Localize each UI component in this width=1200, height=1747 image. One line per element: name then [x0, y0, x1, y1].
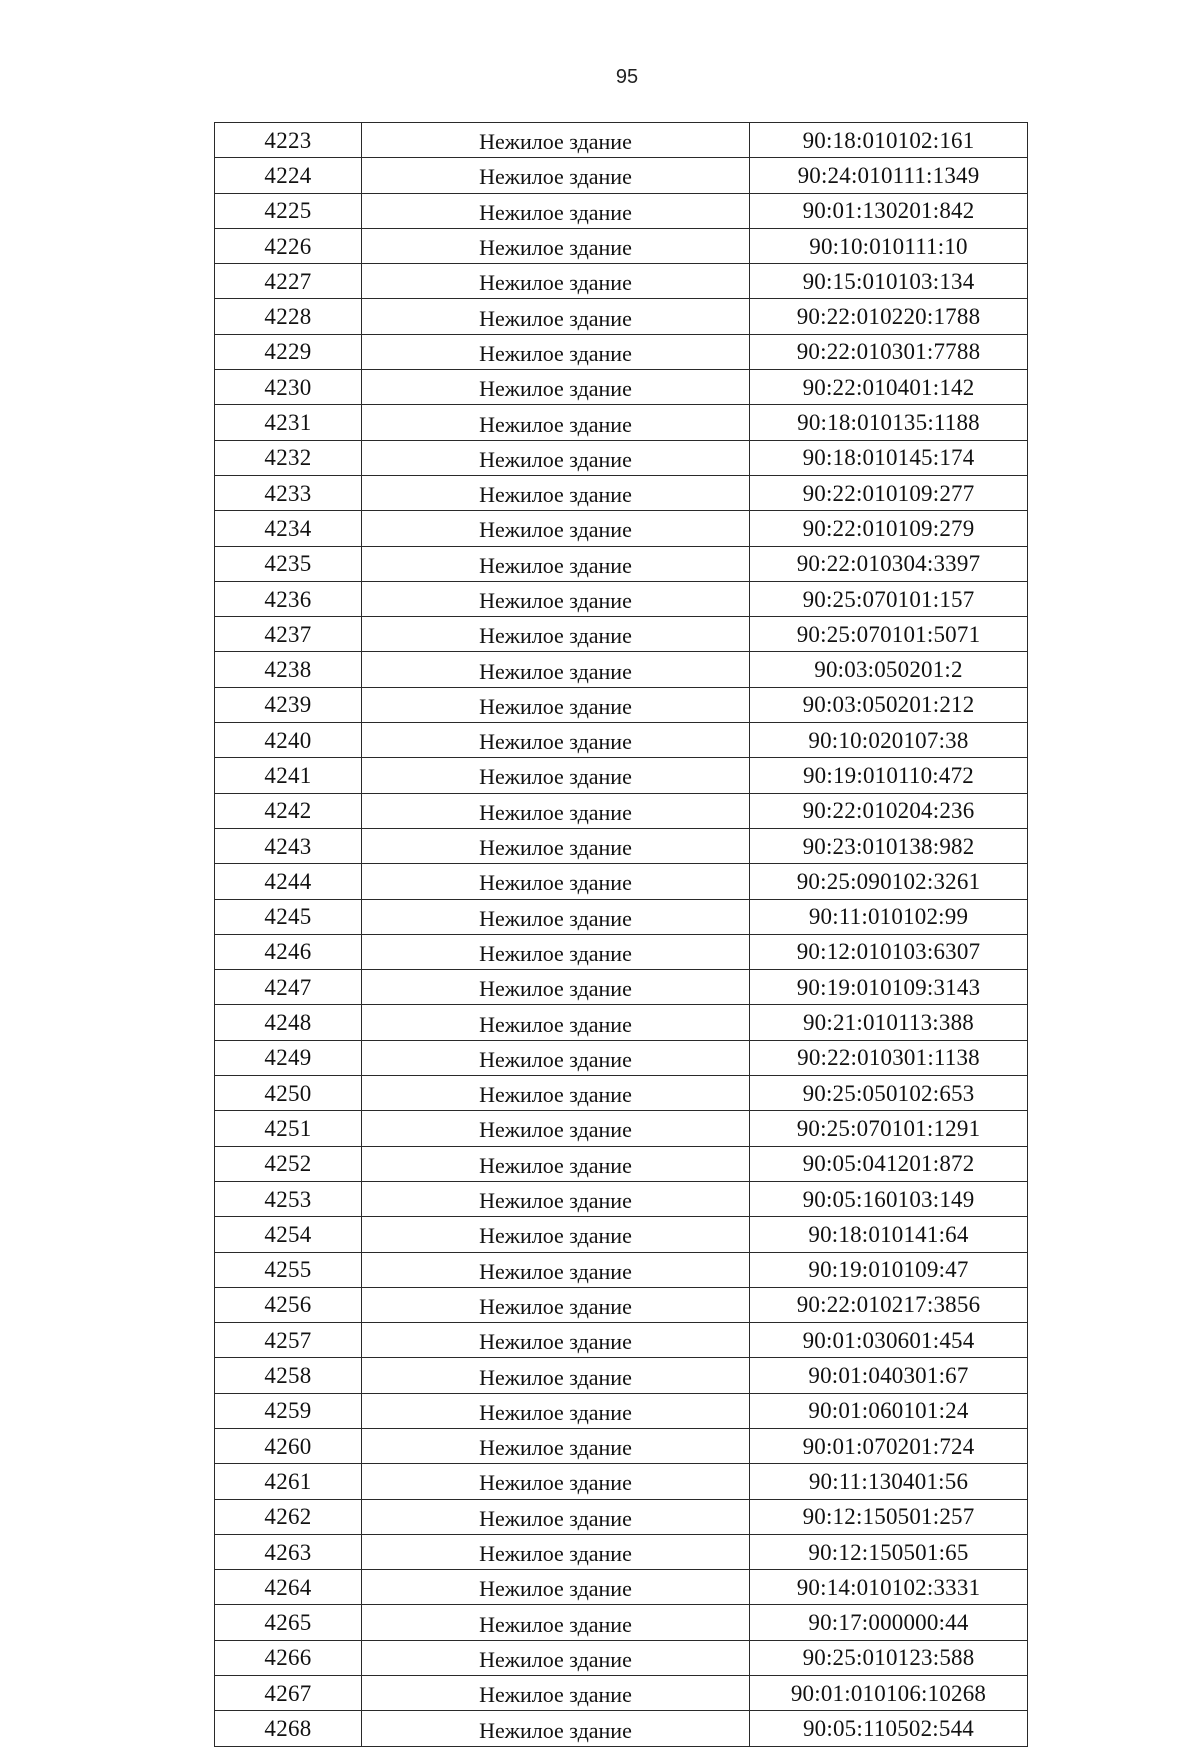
table-row	[215, 581, 1028, 616]
cadastral-number-cell: 90:11:010102:99	[750, 899, 1028, 934]
row-number-cell: 4258	[215, 1358, 362, 1393]
cadastral-number-cell: 90:03:050201:212	[750, 687, 1028, 722]
cadastral-number-cell: 90:10:010111:10	[750, 228, 1028, 263]
table-row	[215, 370, 1028, 405]
table-row	[215, 1181, 1028, 1216]
row-number-cell: 4235	[215, 546, 362, 581]
cadastral-number-cell: 90:25:070101:157	[750, 581, 1028, 616]
cadastral-number-cell: 90:18:010141:64	[750, 1217, 1028, 1252]
row-number-cell: 4229	[215, 334, 362, 369]
table-row	[215, 934, 1028, 969]
row-number-cell: 4234	[215, 511, 362, 546]
cadastral-number-cell: 90:01:070201:724	[750, 1428, 1028, 1463]
object-type-cell: Нежилое здание	[362, 1252, 750, 1287]
object-type-cell: Нежилое здание	[362, 1393, 750, 1428]
cadastral-number-cell: 90:18:010102:161	[750, 123, 1028, 158]
row-number-cell: 4259	[215, 1393, 362, 1428]
object-type-cell: Нежилое здание	[362, 1323, 750, 1358]
object-type-cell: Нежилое здание	[362, 1499, 750, 1534]
object-type-cell: Нежилое здание	[362, 1040, 750, 1075]
table-row	[215, 405, 1028, 440]
table-body	[215, 123, 1028, 1747]
row-number-cell: 4247	[215, 970, 362, 1005]
object-type-cell: Нежилое здание	[362, 475, 750, 510]
object-type-cell: Нежилое здание	[362, 1605, 750, 1640]
object-type-cell: Нежилое здание	[362, 617, 750, 652]
object-type-cell: Нежилое здание	[362, 899, 750, 934]
table-row	[215, 511, 1028, 546]
cadastral-number-cell: 90:25:010123:588	[750, 1640, 1028, 1675]
row-number-cell: 4254	[215, 1217, 362, 1252]
table-row	[215, 864, 1028, 899]
table-row	[215, 193, 1028, 228]
row-number-cell: 4242	[215, 793, 362, 828]
cadastral-number-cell: 90:05:160103:149	[750, 1181, 1028, 1216]
cadastral-number-cell: 90:24:010111:1349	[750, 158, 1028, 193]
table-row	[215, 687, 1028, 722]
row-number-cell: 4246	[215, 934, 362, 969]
cadastral-number-cell: 90:22:010109:277	[750, 475, 1028, 510]
cadastral-number-cell: 90:19:010109:47	[750, 1252, 1028, 1287]
row-number-cell: 4233	[215, 475, 362, 510]
object-type-cell: Нежилое здание	[362, 193, 750, 228]
cadastral-number-cell: 90:22:010401:142	[750, 370, 1028, 405]
row-number-cell: 4239	[215, 687, 362, 722]
row-number-cell: 4227	[215, 264, 362, 299]
table-row	[215, 758, 1028, 793]
table-row	[215, 723, 1028, 758]
cadastral-number-cell: 90:15:010103:134	[750, 264, 1028, 299]
object-type-cell: Нежилое здание	[362, 687, 750, 722]
cadastral-number-cell: 90:01:040301:67	[750, 1358, 1028, 1393]
cadastral-number-cell: 90:25:070101:5071	[750, 617, 1028, 652]
cadastral-number-cell: 90:23:010138:982	[750, 828, 1028, 863]
table-row	[215, 123, 1028, 158]
cadastral-number-cell: 90:05:041201:872	[750, 1146, 1028, 1181]
row-number-cell: 4250	[215, 1076, 362, 1111]
cadastral-number-cell: 90:22:010301:1138	[750, 1040, 1028, 1075]
cadastral-number-cell: 90:03:050201:2	[750, 652, 1028, 687]
object-type-cell: Нежилое здание	[362, 652, 750, 687]
cadastral-number-cell: 90:10:020107:38	[750, 723, 1028, 758]
cadastral-number-cell: 90:22:010220:1788	[750, 299, 1028, 334]
row-number-cell: 4243	[215, 828, 362, 863]
object-type-cell: Нежилое здание	[362, 264, 750, 299]
object-type-cell: Нежилое здание	[362, 864, 750, 899]
table-row	[215, 1076, 1028, 1111]
row-number-cell: 4265	[215, 1605, 362, 1640]
page-number: 95	[615, 66, 639, 88]
table-row	[215, 1464, 1028, 1499]
row-number-cell: 4240	[215, 723, 362, 758]
object-type-cell: Нежилое здание	[362, 581, 750, 616]
object-type-cell: Нежилое здание	[362, 758, 750, 793]
object-type-cell: Нежилое здание	[362, 1640, 750, 1675]
object-type-cell: Нежилое здание	[362, 546, 750, 581]
row-number-cell: 4232	[215, 440, 362, 475]
table-row	[215, 1111, 1028, 1146]
row-number-cell: 4224	[215, 158, 362, 193]
object-type-cell: Нежилое здание	[362, 440, 750, 475]
table-row	[215, 1499, 1028, 1534]
row-number-cell: 4266	[215, 1640, 362, 1675]
cadastral-number-cell: 90:22:010217:3856	[750, 1287, 1028, 1322]
table-row	[215, 1711, 1028, 1746]
cadastral-number-cell: 90:11:130401:56	[750, 1464, 1028, 1499]
row-number-cell: 4263	[215, 1534, 362, 1569]
object-type-cell: Нежилое здание	[362, 228, 750, 263]
row-number-cell: 4236	[215, 581, 362, 616]
table-row	[215, 828, 1028, 863]
row-number-cell: 4260	[215, 1428, 362, 1463]
cadastral-number-cell: 90:12:150501:257	[750, 1499, 1028, 1534]
object-type-cell: Нежилое здание	[362, 123, 750, 158]
table-row	[215, 475, 1028, 510]
table-row	[215, 793, 1028, 828]
cadastral-number-cell: 90:21:010113:388	[750, 1005, 1028, 1040]
table-row	[215, 652, 1028, 687]
table-row	[215, 1605, 1028, 1640]
object-type-cell: Нежилое здание	[362, 1181, 750, 1216]
row-number-cell: 4241	[215, 758, 362, 793]
table-row	[215, 1217, 1028, 1252]
row-number-cell: 4248	[215, 1005, 362, 1040]
table-row	[215, 228, 1028, 263]
cadastral-number-cell: 90:14:010102:3331	[750, 1570, 1028, 1605]
cadastral-number-cell: 90:12:150501:65	[750, 1534, 1028, 1569]
cadastral-number-cell: 90:25:070101:1291	[750, 1111, 1028, 1146]
table-row	[215, 334, 1028, 369]
row-number-cell: 4264	[215, 1570, 362, 1605]
table-row	[215, 299, 1028, 334]
object-type-cell: Нежилое здание	[362, 723, 750, 758]
object-type-cell: Нежилое здание	[362, 1146, 750, 1181]
table-row	[215, 1428, 1028, 1463]
object-type-cell: Нежилое здание	[362, 158, 750, 193]
cadastral-number-cell: 90:19:010109:3143	[750, 970, 1028, 1005]
object-type-cell: Нежилое здание	[362, 1076, 750, 1111]
row-number-cell: 4238	[215, 652, 362, 687]
object-type-cell: Нежилое здание	[362, 370, 750, 405]
cadastral-number-cell: 90:22:010301:7788	[750, 334, 1028, 369]
cadastral-number-cell: 90:22:010304:3397	[750, 546, 1028, 581]
object-type-cell: Нежилое здание	[362, 1464, 750, 1499]
table-row	[215, 899, 1028, 934]
object-type-cell: Нежилое здание	[362, 1005, 750, 1040]
cadastral-number-cell: 90:18:010145:174	[750, 440, 1028, 475]
object-type-cell: Нежилое здание	[362, 1534, 750, 1569]
row-number-cell: 4245	[215, 899, 362, 934]
cadastral-number-cell: 90:18:010135:1188	[750, 405, 1028, 440]
table-row	[215, 1287, 1028, 1322]
table-row	[215, 264, 1028, 299]
object-type-cell: Нежилое здание	[362, 1428, 750, 1463]
cadastral-number-cell: 90:22:010204:236	[750, 793, 1028, 828]
row-number-cell: 4255	[215, 1252, 362, 1287]
row-number-cell: 4249	[215, 1040, 362, 1075]
table-row	[215, 1040, 1028, 1075]
table-row	[215, 1323, 1028, 1358]
row-number-cell: 4268	[215, 1711, 362, 1746]
object-type-cell: Нежилое здание	[362, 1111, 750, 1146]
cadastral-number-cell: 90:12:010103:6307	[750, 934, 1028, 969]
table-row	[215, 1640, 1028, 1675]
cadastral-number-cell: 90:19:010110:472	[750, 758, 1028, 793]
table-row	[215, 546, 1028, 581]
table-row	[215, 1252, 1028, 1287]
table-row	[215, 1570, 1028, 1605]
object-type-cell: Нежилое здание	[362, 1676, 750, 1711]
cadastral-number-cell: 90:05:110502:544	[750, 1711, 1028, 1746]
table-row	[215, 1534, 1028, 1569]
table-row	[215, 970, 1028, 1005]
table-row	[215, 1005, 1028, 1040]
cadastral-number-cell: 90:25:090102:3261	[750, 864, 1028, 899]
row-number-cell: 4223	[215, 123, 362, 158]
object-type-cell: Нежилое здание	[362, 1570, 750, 1605]
row-number-cell: 4267	[215, 1676, 362, 1711]
cadastral-number-cell: 90:01:010106:10268	[750, 1676, 1028, 1711]
cadastral-number-cell: 90:01:130201:842	[750, 193, 1028, 228]
table-row	[215, 1146, 1028, 1181]
object-type-cell: Нежилое здание	[362, 828, 750, 863]
object-type-cell: Нежилое здание	[362, 934, 750, 969]
table-row	[215, 158, 1028, 193]
row-number-cell: 4228	[215, 299, 362, 334]
row-number-cell: 4252	[215, 1146, 362, 1181]
object-type-cell: Нежилое здание	[362, 1217, 750, 1252]
object-type-cell: Нежилое здание	[362, 405, 750, 440]
row-number-cell: 4237	[215, 617, 362, 652]
row-number-cell: 4226	[215, 228, 362, 263]
row-number-cell: 4256	[215, 1287, 362, 1322]
object-type-cell: Нежилое здание	[362, 511, 750, 546]
table-row	[215, 440, 1028, 475]
object-type-cell: Нежилое здание	[362, 793, 750, 828]
row-number-cell: 4225	[215, 193, 362, 228]
row-number-cell: 4231	[215, 405, 362, 440]
row-number-cell: 4261	[215, 1464, 362, 1499]
object-type-cell: Нежилое здание	[362, 299, 750, 334]
cadastral-number-cell: 90:17:000000:44	[750, 1605, 1028, 1640]
row-number-cell: 4253	[215, 1181, 362, 1216]
cadastral-number-cell: 90:01:030601:454	[750, 1323, 1028, 1358]
row-number-cell: 4251	[215, 1111, 362, 1146]
table-row	[215, 1676, 1028, 1711]
property-registry-table	[214, 122, 1028, 1747]
object-type-cell: Нежилое здание	[362, 1287, 750, 1322]
row-number-cell: 4230	[215, 370, 362, 405]
row-number-cell: 4262	[215, 1499, 362, 1534]
row-number-cell: 4257	[215, 1323, 362, 1358]
cadastral-number-cell: 90:01:060101:24	[750, 1393, 1028, 1428]
object-type-cell: Нежилое здание	[362, 1358, 750, 1393]
object-type-cell: Нежилое здание	[362, 970, 750, 1005]
table-row	[215, 617, 1028, 652]
table-row	[215, 1393, 1028, 1428]
table-row	[215, 1358, 1028, 1393]
row-number-cell: 4244	[215, 864, 362, 899]
cadastral-number-cell: 90:25:050102:653	[750, 1076, 1028, 1111]
object-type-cell: Нежилое здание	[362, 334, 750, 369]
cadastral-number-cell: 90:22:010109:279	[750, 511, 1028, 546]
object-type-cell: Нежилое здание	[362, 1711, 750, 1746]
